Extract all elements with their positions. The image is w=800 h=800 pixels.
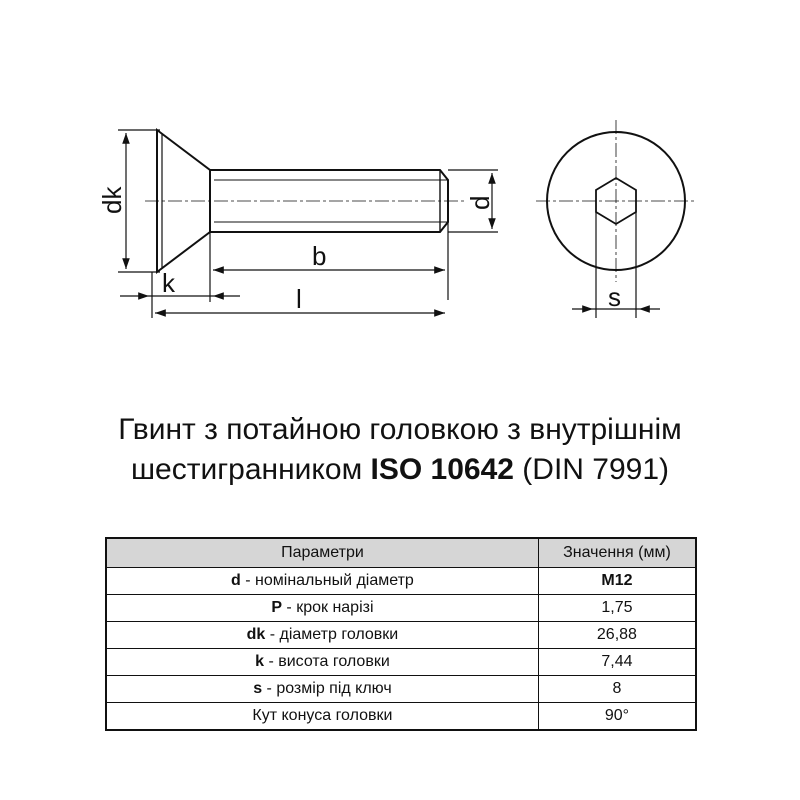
param-symbol: dk xyxy=(246,626,266,643)
label-d: d xyxy=(465,195,495,210)
table-row xyxy=(106,622,696,649)
param-description: - крок нарізі xyxy=(281,599,374,616)
specification-table xyxy=(105,537,697,731)
param-description: - розмір під ключ xyxy=(262,680,392,697)
param-cell xyxy=(106,622,538,649)
title-standard: ISO 10642 xyxy=(370,453,514,486)
param-cell xyxy=(106,703,538,731)
label-dk: dk xyxy=(97,186,127,214)
title-line-2-prefix: шестигранником xyxy=(130,453,371,486)
param-symbol: k xyxy=(255,653,264,670)
param-description: - висота головки xyxy=(264,653,390,670)
value-cell: 7,44 xyxy=(538,649,696,676)
value-cell: 8 xyxy=(538,676,696,703)
table-row xyxy=(106,703,696,731)
value-cell: M12 xyxy=(538,568,696,595)
screw-side-view xyxy=(145,130,465,272)
dimension-k xyxy=(120,272,240,318)
table-row xyxy=(106,649,696,676)
screw-end-view xyxy=(536,120,696,282)
value-cell: 1,75 xyxy=(538,595,696,622)
table-row xyxy=(106,595,696,622)
title-line-2 xyxy=(0,450,800,490)
title-line-2-suffix: (DIN 7991) xyxy=(513,453,670,486)
table-header-row xyxy=(106,538,696,568)
param-description: Кут конуса головки xyxy=(252,707,393,724)
dimension-b xyxy=(210,222,448,300)
value-cell: 90° xyxy=(538,703,696,731)
param-symbol: d xyxy=(231,572,241,589)
screw-technical-drawing xyxy=(0,0,800,360)
param-description: - діаметр головки xyxy=(265,626,399,643)
label-k: k xyxy=(162,268,175,298)
table-row xyxy=(106,568,696,595)
param-symbol: s xyxy=(253,680,263,697)
param-cell xyxy=(106,649,538,676)
label-b: b xyxy=(312,241,327,271)
product-title xyxy=(0,410,800,490)
param-cell xyxy=(106,676,538,703)
title-line-1: Гвинт з потайною головкою з внутрішнім xyxy=(118,413,682,446)
label-l: l xyxy=(296,284,302,314)
label-s: s xyxy=(608,282,621,312)
param-description: - номінальный діаметр xyxy=(240,572,414,589)
table-row xyxy=(106,676,696,703)
param-symbol: P xyxy=(271,599,282,616)
header-parameters: Параметри xyxy=(106,538,538,568)
header-values: Значення (мм) xyxy=(538,538,696,568)
param-cell xyxy=(106,568,538,595)
param-cell xyxy=(106,595,538,622)
value-cell: 26,88 xyxy=(538,622,696,649)
